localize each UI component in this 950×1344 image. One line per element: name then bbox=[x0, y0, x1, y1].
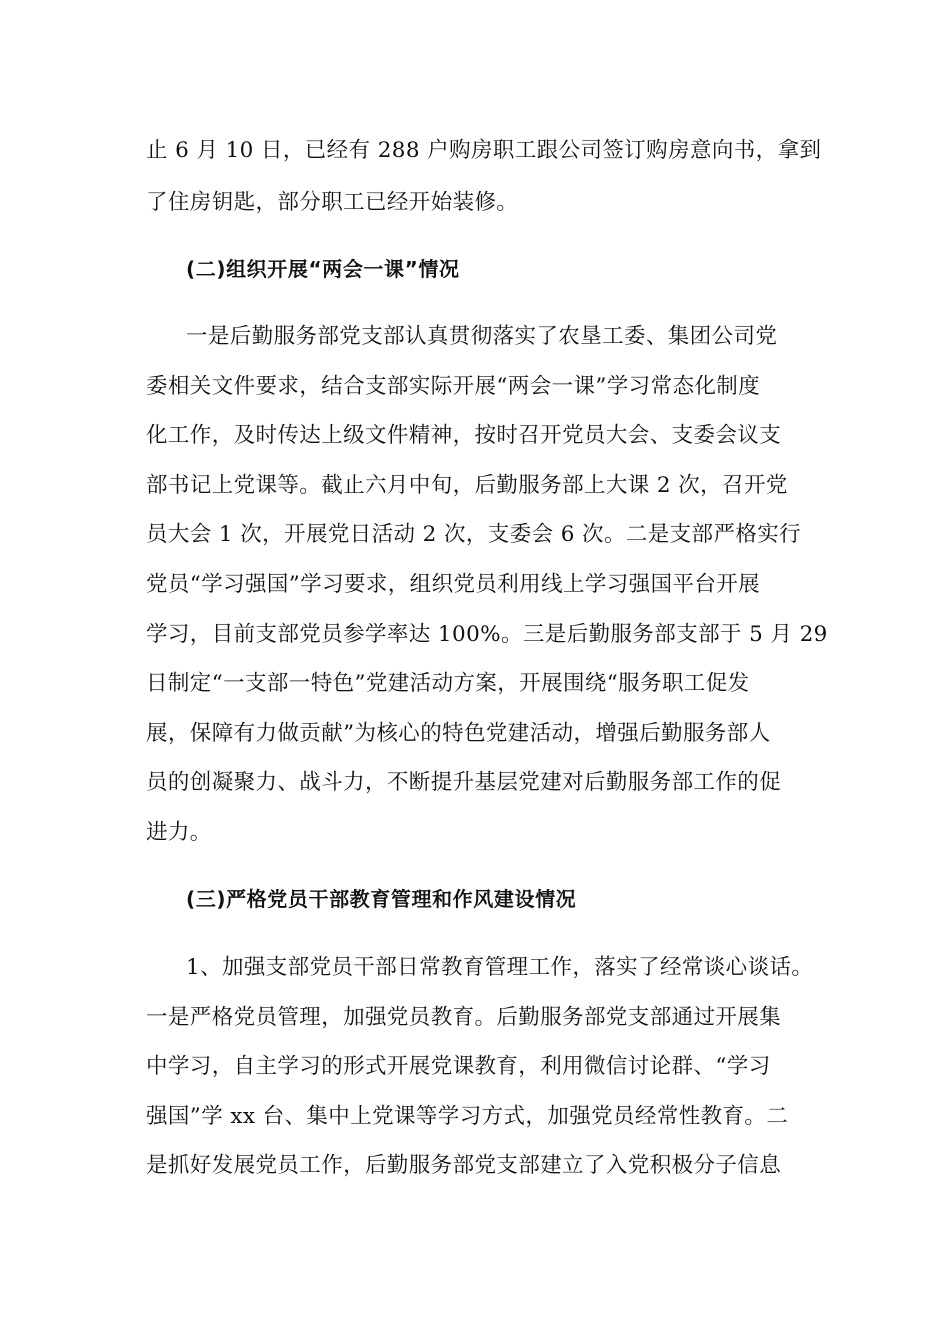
paragraph-line: 部书记上党课等。截止六月中旬，后勤服务部上大课 2 次，召开党 bbox=[146, 473, 788, 498]
paragraph-line: 日制定“一支部一特色”党建活动方案，开展围绕“服务职工促发 bbox=[146, 671, 750, 696]
paragraph-line: 进力。 bbox=[146, 820, 212, 845]
paragraph-line: 止 6 月 10 日，已经有 288 户购房职工跟公司签订购房意向书，拿到 bbox=[146, 138, 822, 163]
paragraph-line: 员的创凝聚力、战斗力，不断提升基层党建对后勤服务部工作的促 bbox=[146, 770, 782, 795]
paragraph-line: 一是严格党员管理，加强党员教育。后勤服务部党支部通过开展集 bbox=[146, 1005, 782, 1030]
paragraph-line: 学习，目前支部党员参学率达 100%。三是后勤服务部支部于 5 月 29 bbox=[146, 622, 828, 647]
paragraph-line: 中学习，自主学习的形式开展党课教育，利用微信讨论群、“学习 bbox=[146, 1054, 771, 1079]
paragraph-line: 一是后勤服务部党支部认真贯彻落实了农垦工委、集团公司党 bbox=[186, 324, 778, 349]
paragraph-line: 展，保障有力做贡献”为核心的特色党建活动，增强后勤服务部人 bbox=[146, 721, 771, 746]
paragraph-line: 1、加强支部党员干部日常教育管理工作，落实了经常谈心谈话。 bbox=[186, 955, 814, 980]
paragraph-line: 委相关文件要求，结合支部实际开展“两会一课”学习常态化制度 bbox=[146, 374, 761, 399]
paragraph-line: 了住房钥匙，部分职工已经开始装修。 bbox=[146, 190, 519, 215]
paragraph-line: 化工作，及时传达上级文件精神，按时召开党员大会、支委会议支 bbox=[146, 423, 782, 448]
paragraph-line: 员大会 1 次，开展党日活动 2 次，支委会 6 次。二是支部严格实行 bbox=[146, 522, 802, 547]
section-heading: (二)组织开展“两会一课”情况 bbox=[186, 257, 460, 281]
paragraph-line: 是抓好发展党员工作，后勤服务部党支部建立了入党积极分子信息 bbox=[146, 1153, 782, 1178]
paragraph-line: 党员“学习强国”学习要求，组织党员利用线上学习强国平台开展 bbox=[146, 572, 761, 597]
paragraph-line: 强国”学 xx 台、集中上党课等学习方式，加强党员经常性教育。二 bbox=[146, 1104, 789, 1129]
section-heading: (三)严格党员干部教育管理和作风建设情况 bbox=[186, 887, 577, 911]
